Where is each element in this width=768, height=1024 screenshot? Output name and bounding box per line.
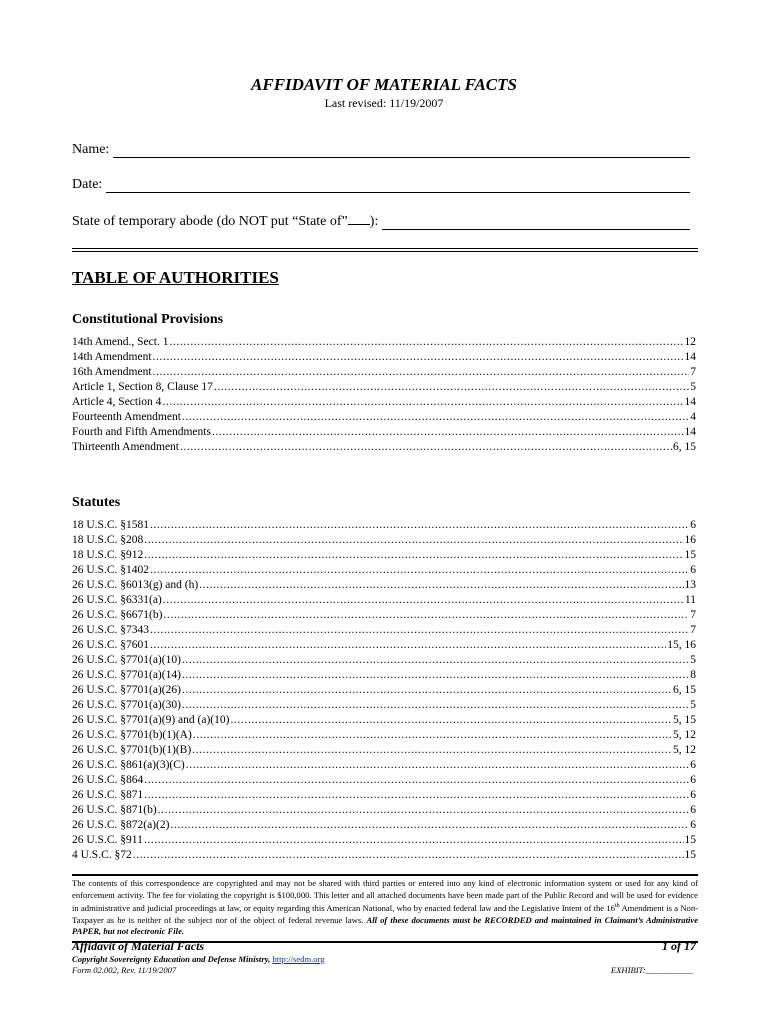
toc-entry-title: 26 U.S.C. §6013(g) and (h) xyxy=(72,579,199,591)
toc-entry xyxy=(72,410,696,425)
toc-entry xyxy=(72,668,696,683)
toc-entry xyxy=(72,788,696,803)
toc-entry xyxy=(72,713,696,728)
toc-entry xyxy=(72,608,696,623)
dot-leader xyxy=(150,638,666,653)
toc-entry-pages: 13 xyxy=(684,579,696,591)
toc-entry-pages: 5 xyxy=(690,699,696,711)
toc-entry-pages: 15 xyxy=(684,834,696,846)
copyright-notice: The contents of this correspondence are copyrighted and may not be shared with third parties or entered into any kind of electronic information system or used for any kind of enforcement activity. The fee for violating the copyright is $100,000. This letter and all attached documents have been made part of the Public Record and will be used for evidence in administrative and judicial proceedings at law, or equity regarding this American National, who by enacted federal law and the Legislative Intent of the 16th Amendment is a Non-Taxpayer as he is neither of the subject nor of the object of federal revenue laws. All of these documents must be RECORDED and maintained in Claimant’s Administrative PAPER, but not electronic File. xyxy=(72,874,698,943)
toc-entry-pages: 7 xyxy=(690,366,696,378)
toc-entry-title: 26 U.S.C. §7701(a)(10) xyxy=(72,654,181,666)
revision-date: Last revised: 11/19/2007 xyxy=(324,96,444,110)
footer-copyright: Copyright Sovereignty Education and Defense Ministry, http://sedm.org xyxy=(72,954,325,964)
abode-field[interactable] xyxy=(72,213,690,230)
exhibit-field: EXHIBIT:___________ xyxy=(610,965,693,975)
toc-entry-pages: 6 xyxy=(690,519,696,531)
toc-entry-title: Thirteenth Amendment xyxy=(72,441,179,453)
toc-entry xyxy=(72,335,696,350)
statutes-list xyxy=(72,518,696,863)
toc-entry-pages: 5, 12 xyxy=(673,729,696,741)
abode-input-line[interactable] xyxy=(382,216,690,230)
toc-entry-title: 26 U.S.C. §7343 xyxy=(72,624,149,636)
date-input-line[interactable] xyxy=(106,179,690,193)
toc-entry-title: 26 U.S.C. §7601 xyxy=(72,639,149,651)
toc-entry-pages: 14 xyxy=(684,426,696,438)
dot-leader xyxy=(158,803,690,818)
toc-entry-title: Fourth and Fifth Amendments xyxy=(72,426,211,438)
toc-entry xyxy=(72,578,696,593)
toc-entry-pages: 11 xyxy=(684,594,696,606)
toc-entry-pages: 6 xyxy=(690,564,696,576)
toc-entry-pages: 6 xyxy=(690,804,696,816)
toc-entry-title: 26 U.S.C. §7701(a)(26) xyxy=(72,684,181,696)
toc-entry-pages: 5, 12 xyxy=(673,744,696,756)
dot-leader xyxy=(182,653,689,668)
statutes-heading: Statutes xyxy=(72,495,121,510)
dot-leader xyxy=(182,668,689,683)
date-label: Date: xyxy=(72,177,103,192)
dot-leader xyxy=(182,410,689,425)
toc-entry-pages: 15 xyxy=(684,549,696,561)
toc-entry-title: 26 U.S.C. §871(b) xyxy=(72,804,157,816)
dot-leader xyxy=(182,698,689,713)
toc-entry-title: 26 U.S.C. §7701(b)(1)(B) xyxy=(72,744,192,756)
toc-entry xyxy=(72,623,696,638)
dot-leader xyxy=(150,518,689,533)
dot-leader xyxy=(163,593,684,608)
toc-entry-title: 26 U.S.C. §872(a)(2) xyxy=(72,819,170,831)
toc-entry-pages: 15, 16 xyxy=(667,639,696,651)
toc-entry-pages: 4 xyxy=(690,411,696,423)
dot-leader xyxy=(162,395,683,410)
footer-doc-title: Affidavit of Material Facts xyxy=(72,939,205,953)
toc-entry xyxy=(72,425,696,440)
toc-entry xyxy=(72,743,696,758)
dot-leader xyxy=(212,425,684,440)
toc-entry-pages: 6 xyxy=(690,759,696,771)
toc-entry-title: Fourteenth Amendment xyxy=(72,411,181,423)
toc-entry-title: 26 U.S.C. §7701(a)(9) and (a)(10) xyxy=(72,714,230,726)
toc-entry-pages: 15 xyxy=(684,849,696,861)
dot-leader xyxy=(150,563,689,578)
toc-entry-pages: 6 xyxy=(690,774,696,786)
name-label: Name: xyxy=(72,142,110,157)
toc-entry-pages: 8 xyxy=(690,669,696,681)
toc-entry-pages: 6 xyxy=(690,789,696,801)
toc-entry xyxy=(72,698,696,713)
toc-entry xyxy=(72,683,696,698)
toc-entry-pages: 7 xyxy=(690,624,696,636)
toc-entry xyxy=(72,395,696,410)
toc-entry-title: 26 U.S.C. §6671(b) xyxy=(72,609,163,621)
toc-entry xyxy=(72,818,696,833)
toc-entry xyxy=(72,350,696,365)
toc-entry xyxy=(72,548,696,563)
toc-entry-title: 26 U.S.C. §864 xyxy=(72,774,144,786)
toc-entry-title: 26 U.S.C. §911 xyxy=(72,834,143,846)
toc-entry-title: 26 U.S.C. §871 xyxy=(72,789,144,801)
toc-entry xyxy=(72,593,696,608)
toc-entry-pages: 6 xyxy=(690,819,696,831)
toc-entry-title: 26 U.S.C. §861(a)(3)(C) xyxy=(72,759,185,771)
toc-entry xyxy=(72,848,696,863)
dot-leader xyxy=(163,608,689,623)
recording-note: All of these documents must be RECORDED and maintained in Claimant’s Administrative PAPER, but not electronic File. xyxy=(72,914,699,937)
dot-leader xyxy=(144,773,689,788)
constitutional-heading: Constitutional Provisions xyxy=(72,312,224,327)
toc-title: TABLE OF AUTHORITIES xyxy=(72,268,279,287)
toc-entry-pages: 6, 15 xyxy=(673,684,696,696)
dot-leader xyxy=(133,848,684,863)
toc-entry xyxy=(72,518,696,533)
dot-leader xyxy=(193,728,672,743)
name-input-line[interactable] xyxy=(113,144,690,158)
dot-leader xyxy=(230,713,672,728)
name-field[interactable] xyxy=(72,142,690,158)
toc-entry-pages: 16 xyxy=(684,534,696,546)
toc-entry-pages: 14 xyxy=(684,396,696,408)
dot-leader xyxy=(192,743,672,758)
toc-entry xyxy=(72,653,696,668)
toc-entry-pages: 5 xyxy=(690,381,696,393)
toc-entry xyxy=(72,758,696,773)
dot-leader xyxy=(182,683,672,698)
toc-entry-title: 14th Amend., Sect. 1 xyxy=(72,336,169,348)
sedm-link[interactable]: http://sedm.org xyxy=(272,954,325,964)
toc-entry-title: 26 U.S.C. §7701(a)(14) xyxy=(72,669,181,681)
toc-entry-title: 26 U.S.C. §1402 xyxy=(72,564,149,576)
dot-leader xyxy=(214,380,689,395)
toc-entry-title: 26 U.S.C. §7701(b)(1)(A) xyxy=(72,729,192,741)
dot-leader xyxy=(144,548,683,563)
toc-entry-title: 26 U.S.C. §6331(a) xyxy=(72,594,162,606)
state-blank[interactable] xyxy=(348,213,370,225)
dot-leader xyxy=(169,335,683,350)
dot-leader xyxy=(170,818,689,833)
toc-entry-title: 26 U.S.C. §7701(a)(30) xyxy=(72,699,181,711)
toc-entry-title: 18 U.S.C. §1581 xyxy=(72,519,149,531)
toc-entry xyxy=(72,563,696,578)
toc-entry-title: Article 4, Section 4 xyxy=(72,396,162,408)
toc-entry xyxy=(72,440,696,455)
abode-label: State of temporary abode (do NOT put “State of” ): xyxy=(72,214,379,229)
toc-entry xyxy=(72,833,696,848)
toc-entry-title: 4 U.S.C. §72 xyxy=(72,849,132,861)
dot-leader xyxy=(199,578,683,593)
toc-entry xyxy=(72,773,696,788)
section-divider xyxy=(72,248,698,252)
date-field[interactable] xyxy=(72,177,690,193)
toc-entry-pages: 12 xyxy=(684,336,696,348)
toc-entry-pages: 7 xyxy=(690,609,696,621)
toc-entry-title: Article 1, Section 8, Clause 17 xyxy=(72,381,213,393)
constitutional-list xyxy=(72,335,696,455)
toc-entry-pages: 5, 15 xyxy=(673,714,696,726)
dot-leader xyxy=(144,833,684,848)
toc-entry xyxy=(72,638,696,653)
toc-entry-title: 16th Amendment xyxy=(72,366,152,378)
dot-leader xyxy=(153,365,690,380)
form-number: Form 02.002, Rev. 11/19/2007 xyxy=(72,965,177,975)
toc-entry-pages: 6, 15 xyxy=(673,441,696,453)
toc-entry xyxy=(72,380,696,395)
toc-entry-title: 14th Amendment xyxy=(72,351,152,363)
document-title: AFFIDAVIT OF MATERIAL FACTS xyxy=(251,75,517,94)
dot-leader xyxy=(150,623,689,638)
dot-leader xyxy=(186,758,690,773)
dot-leader xyxy=(144,533,683,548)
dot-leader xyxy=(144,788,689,803)
toc-entry xyxy=(72,533,696,548)
toc-entry xyxy=(72,803,696,818)
toc-entry xyxy=(72,365,696,380)
toc-entry-title: 18 U.S.C. §208 xyxy=(72,534,144,546)
dot-leader xyxy=(180,440,672,455)
page-number: 1 of 17 xyxy=(662,939,696,953)
toc-entry-pages: 14 xyxy=(684,351,696,363)
toc-entry xyxy=(72,728,696,743)
toc-entry-pages: 5 xyxy=(690,654,696,666)
toc-entry-title: 18 U.S.C. §912 xyxy=(72,549,144,561)
dot-leader xyxy=(153,350,684,365)
